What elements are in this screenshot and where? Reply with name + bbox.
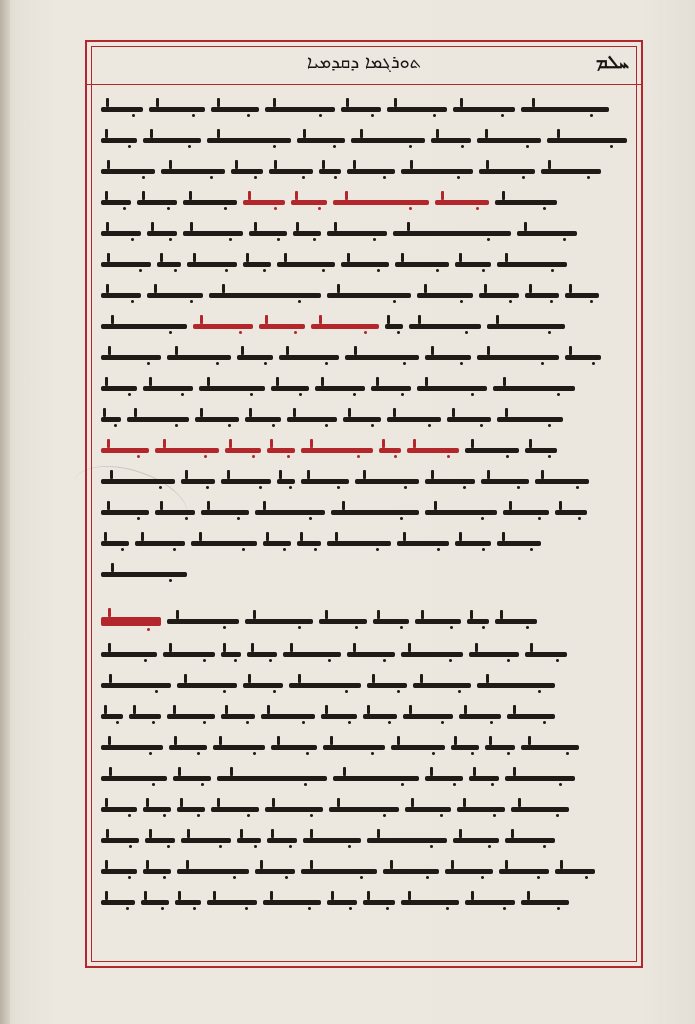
word xyxy=(331,510,419,515)
word xyxy=(287,417,337,422)
text-line xyxy=(101,342,629,372)
word xyxy=(101,838,139,843)
word xyxy=(277,262,335,267)
word xyxy=(413,683,471,688)
word xyxy=(447,417,491,422)
text-line xyxy=(101,856,629,886)
word xyxy=(455,262,491,267)
word xyxy=(187,262,237,267)
rubric-word xyxy=(301,448,373,453)
word xyxy=(211,107,259,112)
word xyxy=(101,293,141,298)
word xyxy=(385,324,403,329)
text-column xyxy=(101,94,629,954)
word xyxy=(417,386,487,391)
word xyxy=(477,138,541,143)
running-header xyxy=(87,42,641,85)
word xyxy=(323,745,385,750)
word xyxy=(499,869,549,874)
text-line xyxy=(101,94,629,124)
text-line xyxy=(101,732,629,762)
word xyxy=(143,869,171,874)
word xyxy=(245,417,281,422)
word xyxy=(237,355,273,360)
word xyxy=(191,541,257,546)
text-line xyxy=(101,125,629,155)
word xyxy=(167,619,239,624)
word xyxy=(451,745,479,750)
word xyxy=(505,838,555,843)
word xyxy=(101,683,171,688)
word xyxy=(297,138,345,143)
word xyxy=(245,619,313,624)
word xyxy=(469,652,519,657)
word xyxy=(143,807,171,812)
text-line xyxy=(101,701,629,731)
word xyxy=(327,900,357,905)
word xyxy=(177,869,249,874)
word xyxy=(289,683,361,688)
word xyxy=(457,807,505,812)
rubric-word xyxy=(311,324,379,329)
word xyxy=(255,510,325,515)
word xyxy=(415,619,461,624)
word xyxy=(481,479,529,484)
word xyxy=(409,324,481,329)
word xyxy=(181,479,215,484)
word xyxy=(431,138,471,143)
word xyxy=(135,541,185,546)
word xyxy=(255,869,295,874)
word xyxy=(345,355,419,360)
word xyxy=(363,714,397,719)
word xyxy=(101,107,143,112)
word xyxy=(209,293,321,298)
rubric-word xyxy=(225,448,261,453)
word xyxy=(213,745,265,750)
word xyxy=(293,231,321,236)
word xyxy=(177,807,205,812)
word xyxy=(269,169,313,174)
rubric-word xyxy=(243,200,285,205)
word xyxy=(467,619,489,624)
rubric-word xyxy=(101,448,149,453)
text-line xyxy=(101,825,629,855)
word xyxy=(497,417,563,422)
word xyxy=(207,900,257,905)
word xyxy=(327,293,411,298)
word xyxy=(129,714,161,719)
text-line xyxy=(101,528,629,558)
word xyxy=(511,807,569,812)
text-line xyxy=(101,435,629,465)
word xyxy=(175,900,201,905)
word xyxy=(541,169,601,174)
word xyxy=(329,807,399,812)
word xyxy=(425,510,497,515)
text-line xyxy=(101,887,629,917)
word xyxy=(101,776,167,781)
text-line xyxy=(101,187,629,217)
word xyxy=(237,838,261,843)
word xyxy=(263,541,291,546)
word xyxy=(221,652,241,657)
word xyxy=(367,683,407,688)
word xyxy=(195,417,239,422)
word xyxy=(347,652,395,657)
text-line xyxy=(101,670,629,700)
word xyxy=(485,745,515,750)
word xyxy=(183,231,243,236)
word xyxy=(497,262,567,267)
rubric-word xyxy=(193,324,253,329)
word xyxy=(387,417,441,422)
word xyxy=(495,200,557,205)
rubric-word xyxy=(259,324,305,329)
text-line xyxy=(101,218,629,248)
word xyxy=(315,386,365,391)
word xyxy=(351,138,425,143)
word xyxy=(363,900,395,905)
section-heading xyxy=(101,617,161,626)
word xyxy=(217,776,327,781)
word xyxy=(163,652,215,657)
word xyxy=(469,776,499,781)
word xyxy=(479,293,519,298)
word xyxy=(517,231,577,236)
word xyxy=(387,107,447,112)
word xyxy=(425,479,475,484)
text-line xyxy=(101,639,629,669)
rubric-word xyxy=(379,448,401,453)
word xyxy=(507,714,555,719)
word xyxy=(167,714,215,719)
word xyxy=(343,417,381,422)
word xyxy=(101,355,161,360)
word xyxy=(327,541,391,546)
text-line xyxy=(101,763,629,793)
word xyxy=(465,900,515,905)
text-line xyxy=(101,559,629,589)
word xyxy=(301,869,377,874)
word xyxy=(181,838,231,843)
word xyxy=(555,869,595,874)
word xyxy=(207,138,291,143)
word xyxy=(277,479,295,484)
word xyxy=(497,541,541,546)
word xyxy=(401,169,473,174)
word xyxy=(141,900,169,905)
word xyxy=(101,807,137,812)
word xyxy=(101,417,121,422)
word xyxy=(157,262,181,267)
word xyxy=(173,776,211,781)
word xyxy=(525,652,567,657)
word xyxy=(503,510,549,515)
word xyxy=(327,231,387,236)
word xyxy=(155,510,195,515)
word xyxy=(521,900,569,905)
book-gutter xyxy=(0,0,10,1024)
word xyxy=(271,386,309,391)
word xyxy=(477,683,555,688)
word xyxy=(319,619,367,624)
word xyxy=(487,324,565,329)
word xyxy=(279,355,339,360)
text-line xyxy=(101,311,629,341)
page-frame xyxy=(85,40,643,968)
word xyxy=(479,169,535,174)
word xyxy=(495,619,537,624)
word xyxy=(405,807,451,812)
word xyxy=(341,107,381,112)
word xyxy=(101,869,137,874)
running-section-label: ܚܠܡ xyxy=(596,52,629,73)
word xyxy=(347,169,395,174)
rubric-word xyxy=(435,200,489,205)
text-line xyxy=(101,280,629,310)
word xyxy=(565,355,601,360)
rubric-word xyxy=(155,448,219,453)
word xyxy=(271,745,317,750)
word xyxy=(265,107,335,112)
word xyxy=(101,510,149,515)
word xyxy=(101,386,137,391)
word xyxy=(459,714,501,719)
word xyxy=(535,479,589,484)
word xyxy=(101,231,141,236)
word xyxy=(403,714,453,719)
word xyxy=(445,869,493,874)
text-line xyxy=(101,404,629,434)
word xyxy=(167,355,231,360)
word xyxy=(425,776,463,781)
word xyxy=(425,355,471,360)
word xyxy=(355,479,419,484)
word xyxy=(231,169,263,174)
word xyxy=(169,745,207,750)
word xyxy=(401,652,463,657)
word xyxy=(333,776,419,781)
word xyxy=(101,652,157,657)
word xyxy=(249,231,287,236)
word xyxy=(145,838,175,843)
word xyxy=(101,262,151,267)
word xyxy=(101,714,123,719)
word xyxy=(547,138,627,143)
word xyxy=(525,293,559,298)
word xyxy=(367,838,447,843)
word xyxy=(477,355,559,360)
word xyxy=(565,293,599,298)
word xyxy=(521,107,609,112)
word xyxy=(493,386,575,391)
word xyxy=(247,652,277,657)
word xyxy=(401,900,459,905)
word xyxy=(263,900,321,905)
word xyxy=(319,169,341,174)
word xyxy=(301,479,349,484)
word xyxy=(143,386,193,391)
word xyxy=(393,231,511,236)
word xyxy=(371,386,411,391)
word xyxy=(183,200,237,205)
rubric-word xyxy=(333,200,429,205)
word xyxy=(395,262,449,267)
word xyxy=(127,417,189,422)
word xyxy=(383,869,439,874)
word xyxy=(101,138,137,143)
word xyxy=(101,200,131,205)
word xyxy=(101,324,187,329)
running-title: ܬܘܪܓܡܐ ܕܩܕܡܝܐ xyxy=(306,52,422,73)
word xyxy=(303,838,361,843)
word xyxy=(261,714,315,719)
word xyxy=(455,541,491,546)
text-line xyxy=(101,249,629,279)
word xyxy=(265,807,323,812)
rubric-word xyxy=(291,200,327,205)
word xyxy=(341,262,389,267)
word xyxy=(221,714,255,719)
text-line xyxy=(101,794,629,824)
word xyxy=(149,107,205,112)
word xyxy=(521,745,579,750)
word xyxy=(453,838,499,843)
word xyxy=(243,262,271,267)
word xyxy=(373,619,409,624)
word xyxy=(147,293,203,298)
text-line xyxy=(101,156,629,186)
word xyxy=(101,541,129,546)
text-line xyxy=(101,373,629,403)
word xyxy=(101,572,187,577)
word xyxy=(453,107,515,112)
word xyxy=(267,838,297,843)
word xyxy=(177,683,237,688)
word xyxy=(417,293,473,298)
word xyxy=(101,169,155,174)
word xyxy=(555,510,587,515)
word xyxy=(397,541,449,546)
word xyxy=(147,231,177,236)
text-line xyxy=(101,497,629,527)
word xyxy=(101,745,163,750)
word xyxy=(391,745,445,750)
word xyxy=(143,138,201,143)
word xyxy=(211,807,259,812)
word xyxy=(137,200,177,205)
rubric-word xyxy=(267,448,295,453)
word xyxy=(161,169,225,174)
word xyxy=(321,714,357,719)
word xyxy=(243,683,283,688)
word xyxy=(465,448,519,453)
word xyxy=(101,900,135,905)
text-line xyxy=(101,466,629,496)
word xyxy=(505,776,575,781)
word xyxy=(283,652,341,657)
rubric-word xyxy=(407,448,459,453)
word xyxy=(201,510,249,515)
word xyxy=(199,386,265,391)
word xyxy=(525,448,557,453)
word xyxy=(101,479,175,484)
word xyxy=(297,541,321,546)
word xyxy=(221,479,271,484)
section-heading-line xyxy=(101,606,629,636)
